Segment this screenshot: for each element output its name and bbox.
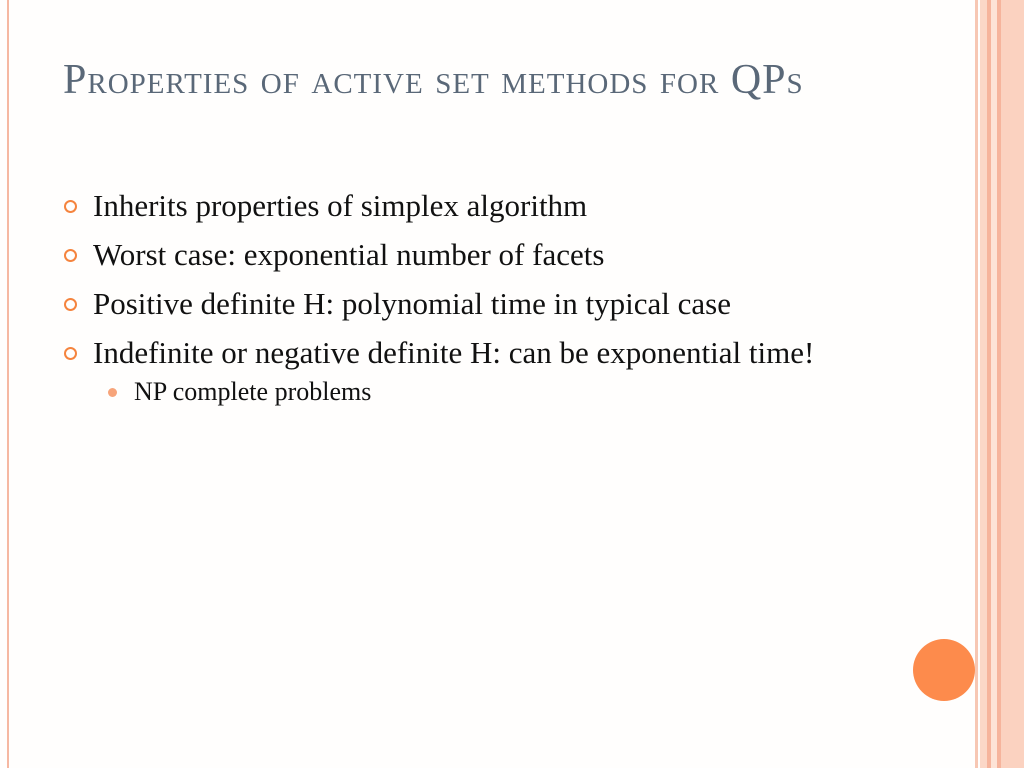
bullet-ring-icon [64, 200, 77, 213]
left-border-line [7, 0, 9, 768]
bullet-item [64, 186, 864, 226]
bullet-dot-icon [108, 388, 117, 397]
right-stripe [975, 0, 978, 768]
bullet-item [64, 235, 864, 275]
decorative-circle [913, 639, 975, 701]
bullet-ring-icon [64, 298, 77, 311]
bullet-text: Indefinite or negative definite H: can be exponential time! [93, 335, 815, 370]
bullet-text: Inherits properties of simplex algorithm [93, 188, 588, 223]
sub-bullet-text: NP complete problems [134, 377, 372, 406]
bullet-ring-icon [64, 249, 77, 262]
bullet-item [64, 333, 864, 373]
sub-bullet-item [64, 376, 864, 408]
right-stripe [980, 0, 987, 768]
bullet-item [64, 284, 864, 324]
right-stripe [1001, 0, 1024, 768]
bullet-list [64, 186, 864, 408]
bullet-text: Positive definite H: polynomial time in typical case [93, 286, 731, 321]
bullet-text: Worst case: exponential number of facets [93, 237, 605, 272]
bullet-ring-icon [64, 347, 77, 360]
slide-title: Properties of active set methods for QPs [63, 57, 804, 103]
